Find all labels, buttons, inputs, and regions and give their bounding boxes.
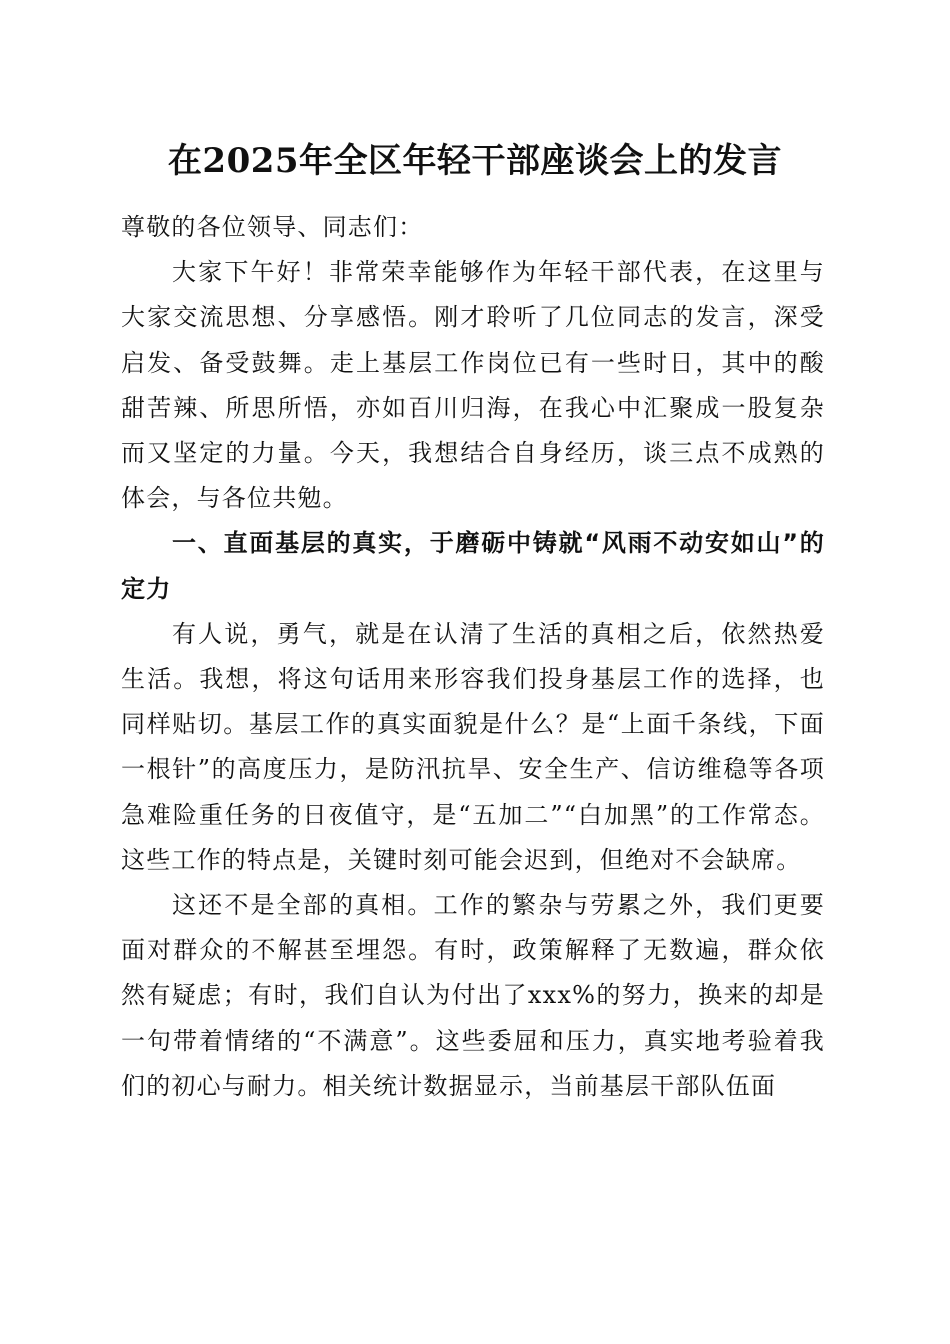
- salutation: 尊敬的各位领导、同志们：: [121, 213, 424, 241]
- paragraph-section-1-a: 有人说，勇气，就是在认清了生活的真相之后，依然热爱生活。我想，将这句话用来形容我们投身基层工作的选择，也同样贴切。基层工作的真实面貌是什么？是“上面千条线，下面一根针”的高度压力，是防汛抗旱、安全生产、信访维稳等各项急难险重任务的日夜值守，是“五加二”“白加黑”的工作常态。这些工作的特点是，关键时刻可能会迟到，但绝对不会缺席。: [121, 619, 825, 874]
- document-title: 在2025年全区年轻干部座谈会上的发言: [167, 141, 783, 181]
- document-body: [121, 205, 825, 1109]
- section-heading-1: 一、直面基层的真实，于磨砺中铸就“风雨不动安如山”的定力: [121, 529, 825, 603]
- paragraph-greeting: 大家下午好！非常荣幸能够作为年轻干部代表，在这里与大家交流思想、分享感悟。刚才聆听了几位同志的发言，深受启发、备受鼓舞。走上基层工作岗位已有一些时日，其中的酸甜苦辣、所思所悟，亦如百川归海，在我心中汇聚成一股复杂而又坚定的力量。今天，我想结合自身经历，谈三点不成熟的体会，与各位共勉。: [121, 258, 825, 513]
- paragraph-section-1-b: 这还不是全部的真相。工作的繁杂与劳累之外，我们更要面对群众的不解甚至埋怨。有时，政策解释了无数遍，群众依然有疑虑；有时，我们自认为付出了xxx%的努力，换来的却是一句带着情绪的“不满意”。这些委屈和压力，真实地考验着我们的初心与耐力。相关统计数据显示，当前基层干部队伍面: [121, 891, 825, 1100]
